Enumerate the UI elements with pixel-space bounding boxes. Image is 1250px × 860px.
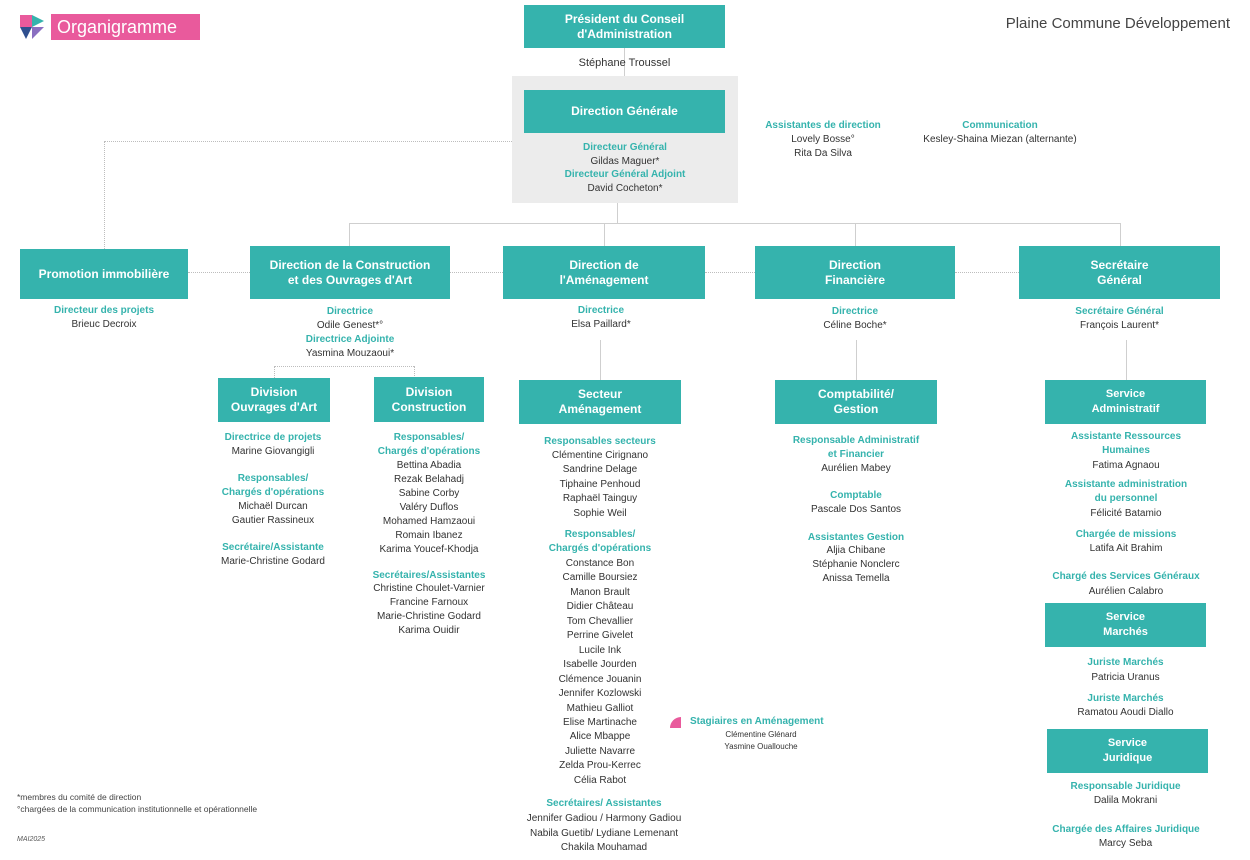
construction-role1: Directrice	[326, 306, 374, 317]
cg-role1: Responsable Administratif et Financier	[792, 435, 920, 460]
amenagement-name: Elsa Paillard*	[571, 319, 631, 330]
sm-name2: Ramatou Aoudi Diallo	[1077, 707, 1174, 718]
promotion-name: Brieuc Decroix	[71, 319, 137, 330]
cg-name1: Aurélien Mabey	[821, 463, 891, 474]
secteur-amenagement-box: Secteur Aménagement	[519, 380, 681, 424]
footnote-communication: °chargées de la communication institutionnelle et opérationnelle	[17, 804, 258, 814]
comptabilite-box: Comptabilité/ Gestion	[775, 380, 937, 424]
doa-name3: Marie-Christine Godard	[221, 556, 325, 567]
sa-names2: Constance Bon Camille Boursiez Manon Brault Didier Château Tom Chevallier Perrine Givelet Lucile Ink Isabelle Jourden Clémence Jouanin Jennifer Kozlowski Mathieu Galliot Elise Martinache Alice Mbappe Juliette Navarre Zelda Prou-Kerrec Célia Rabot	[558, 558, 642, 786]
president-box: Président du Conseil d'Administration	[524, 5, 725, 48]
sa-role3: Secrétaires/ Assistantes	[546, 798, 662, 809]
amenagement-role: Directrice	[577, 305, 625, 316]
connector	[349, 223, 1121, 224]
direction-generale-box: Direction Générale	[524, 90, 725, 133]
dotted-connector	[104, 141, 512, 142]
cg-role2: Comptable	[830, 490, 882, 501]
division-ouvrages-box: Division Ouvrages d'Art	[218, 378, 330, 422]
dc-role1: Responsables/ Chargés d'opérations	[377, 432, 481, 457]
dotted-connector	[188, 272, 250, 273]
secretaire-general-name: François Laurent*	[1080, 320, 1159, 331]
dga-role: Directeur Général Adjoint	[564, 169, 686, 180]
sadm-name1: Fatima Agnaou	[1092, 460, 1160, 471]
communication-names: Kesley-Shaina Miezan (alternante)	[923, 134, 1077, 145]
footnote-comite: *membres du comité de direction	[17, 792, 142, 802]
stagiaires-role: Stagiaires en Aménagement	[690, 716, 824, 727]
assistantes-names: Lovely Bosse° Rita Da Silva	[791, 134, 855, 159]
sadm-role3: Chargée de missions	[1075, 529, 1177, 540]
dga-name: David Cocheton*	[587, 183, 663, 194]
date-label: MAI2025	[17, 836, 46, 843]
sadm-name4: Aurélien Calabro	[1088, 586, 1164, 597]
connector	[604, 223, 605, 246]
promotion-role: Directeur des projets	[53, 305, 155, 316]
construction-box: Direction de la Construction et des Ouvrages d'Art	[250, 246, 450, 299]
sa-role1: Responsables secteurs	[544, 436, 656, 447]
secretaire-general-box: Secrétaire Général	[1019, 246, 1220, 299]
sa-names1: Clémentine Cirignano Sandrine Delage Tiphaine Penhoud Raphaël Tainguy Sophie Weil	[551, 450, 649, 519]
dotted-connector	[274, 366, 414, 367]
dotted-connector	[450, 272, 503, 273]
assistantes-role: Assistantes de direction	[765, 120, 881, 131]
dotted-connector	[104, 141, 105, 249]
service-juridique-box: Service Juridique	[1047, 729, 1208, 773]
service-administratif-box: Service Administratif	[1045, 380, 1206, 424]
dc-names2: Christine Choulet-Varnier Francine Farnoux Marie-Christine Godard Karima Ouidir	[373, 583, 485, 636]
cg-name2: Pascale Dos Santos	[810, 504, 902, 515]
logo-icon	[20, 13, 46, 41]
stagiaires-names: Clémentine Glénard Yasmine Ouallouche	[724, 730, 798, 751]
financiere-name: Céline Boche*	[823, 320, 887, 331]
construction-name2: Yasmina Mouzaoui*	[305, 348, 395, 359]
secretaire-general-role: Secrétaire Général	[1075, 306, 1164, 317]
doa-name2: Michaël Durcan Gautier Rassineux	[231, 501, 315, 526]
dg-name: Gildas Maguer*	[590, 156, 660, 167]
sj-role1: Responsable Juridique	[1070, 781, 1181, 792]
sadm-role1: Assistante Ressources Humaines	[1070, 431, 1182, 456]
sadm-role2: Assistante administration du personnel	[1064, 479, 1188, 504]
doa-name1: Marine Giovangigli	[231, 446, 315, 457]
doa-role2: Responsables/ Chargés d'opérations	[221, 473, 325, 498]
dg-role: Directeur Général	[583, 142, 667, 153]
company-name: Plaine Commune Développement	[1005, 15, 1230, 32]
sm-role2: Juriste Marchés	[1087, 693, 1164, 704]
sa-role2: Responsables/ Chargés d'opérations	[548, 529, 652, 554]
communication-role: Communication	[962, 120, 1038, 131]
connector	[856, 340, 857, 380]
construction-role2: Directrice Adjointe	[305, 334, 395, 345]
division-construction-box: Division Construction	[374, 377, 484, 422]
doa-role3: Secrétaire/Assistante	[222, 542, 324, 553]
construction-name1: Odile Genest*°	[316, 320, 384, 331]
cg-names3: Aljia Chibane Stéphanie Nonclerc Anissa Temella	[812, 545, 900, 584]
dotted-connector	[274, 366, 275, 378]
sj-name1: Dalila Mokrani	[1093, 795, 1158, 806]
sadm-role4: Chargé des Services Généraux	[1052, 571, 1200, 582]
connector	[1120, 223, 1121, 246]
president-name: Stéphane Troussel	[578, 57, 671, 69]
connector	[1126, 340, 1127, 380]
sm-name1: Patricia Uranus	[1091, 672, 1160, 683]
dotted-connector	[705, 272, 755, 273]
financiere-box: Direction Financière	[755, 246, 955, 299]
financiere-role: Directrice	[831, 306, 879, 317]
dotted-connector	[955, 272, 1019, 273]
dc-role2: Secrétaires/Assistantes	[372, 570, 486, 581]
connector	[617, 203, 618, 223]
sa-names3: Jennifer Gadiou / Harmony Gadiou Nabila Guetib/ Lydiane Lemenant Chakila Mouhamad	[526, 813, 682, 853]
cg-role3: Assistantes Gestion	[807, 532, 905, 543]
connector	[855, 223, 856, 246]
connector	[349, 223, 350, 246]
promotion-box: Promotion immobilière	[20, 249, 188, 299]
sadm-name3: Latifa Ait Brahim	[1089, 543, 1163, 554]
sm-role1: Juriste Marchés	[1087, 657, 1164, 668]
dc-names1: Bettina Abadia Rezak Belahadj Sabine Corby Valéry Duflos Mohamed Hamzaoui Romain Ibanez Karima Youcef-Khodja	[379, 460, 479, 555]
service-marches-box: Service Marchés	[1045, 603, 1206, 647]
connector	[600, 340, 601, 380]
amenagement-box: Direction de l'Aménagement	[503, 246, 705, 299]
sj-role2: Chargée des Affaires Juridique	[1052, 824, 1200, 835]
sadm-name2: Félicité Batamio	[1090, 508, 1162, 519]
sj-name2: Marcy Seba	[1098, 838, 1153, 849]
doa-role1: Directrice de projets	[224, 432, 322, 443]
badge-organigramme: Organigramme	[51, 14, 200, 40]
